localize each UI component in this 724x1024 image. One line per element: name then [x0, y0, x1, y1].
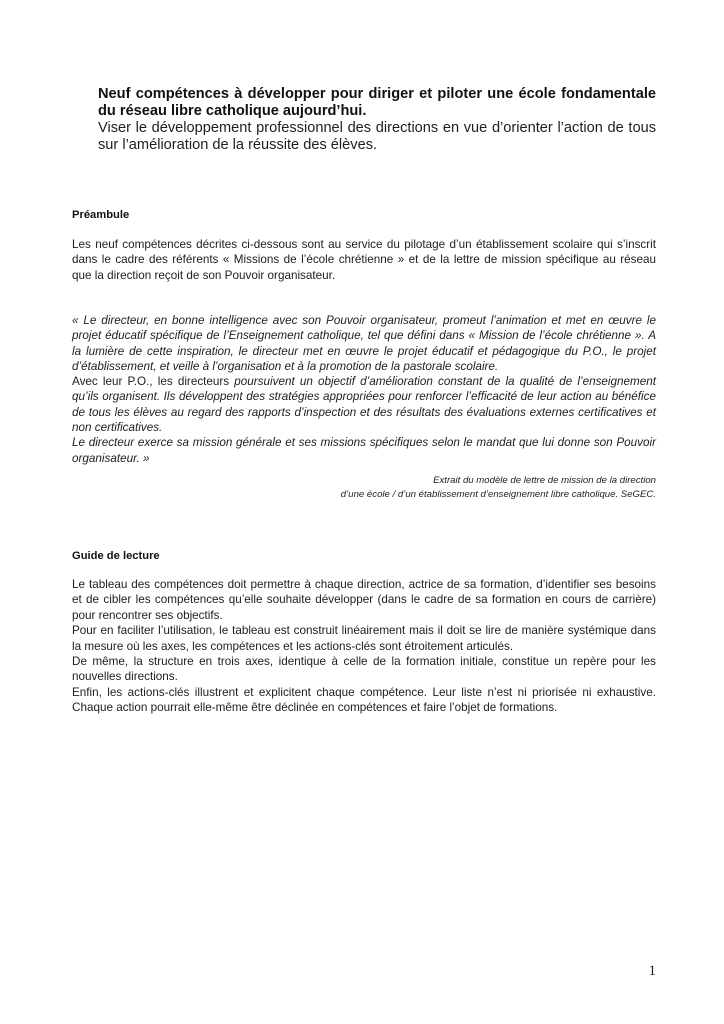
- guide-paragraph-2: Pour en faciliter l’utilisation, le tableau est construit linéairement mais il doit se lire de manière systémique dans la mesure où les axes, les compétences et les actions-clés sont étroitement articulés.: [72, 624, 656, 653]
- quote-paragraph-2: [72, 374, 656, 435]
- quote-source-line-2: d’une école / d’un établissement d’enseignement libre catholique. SeGEC.: [340, 489, 656, 501]
- guide-paragraph-4: Enfin, les actions-clés illustrent et explicitent chaque compétence. Leur liste n’est ni priorisée ni exhaustive. Chaque action pourrait elle-même être déclinée en compétences et faire l’objet de formations.: [72, 685, 656, 715]
- quote-source: [72, 474, 656, 503]
- preambule-paragraph: Les neuf compétences décrites ci-dessous sont au service du pilotage d’un établissement scolaire qui s’inscrit dans le cadre des référents « Missions de l’école chrétienne » et de la lettre de mission spécifique au réseau que la direction reçoit de son Pouvoir organisateur.: [72, 238, 656, 282]
- document-title: Neuf compétences à développer pour diriger et piloter une école fondamentale du réseau libre catholique aujourd’hui.: [98, 86, 656, 119]
- page-number: 1: [648, 963, 656, 979]
- document-header: [98, 86, 656, 154]
- guide-paragraph-3: De même, la structure en trois axes, identique à celle de la formation initiale, constitue un repère pour les nouvelles directions.: [72, 655, 656, 684]
- guide-paragraph-1: Le tableau des compétences doit permettre à chaque direction, actrice de sa formation, d’identifier ses besoins et de cibler les compétences qu’elle souhaite développer (dans le cadre de sa formation en cours de carrière) pour rencontrer ses objectifs.: [72, 578, 656, 622]
- document-page: [72, 0, 656, 1024]
- quote-source-line-1: Extrait du modèle de lettre de mission de la direction: [433, 475, 656, 486]
- mission-quote: [72, 313, 656, 466]
- preambule-heading: Préambule: [72, 209, 130, 221]
- guide-body: [72, 577, 656, 716]
- quote-paragraph-1: « Le directeur, en bonne intelligence avec son Pouvoir organisateur, promeut l’animation et met en œuvre le projet éducatif spécifique de l’Enseignement catholique, tel que défini dans « Mission de l’école chrétienne ». A la lumière de cette inspiration, le directeur met en œuvre le projet éducatif et pédagogique du P.O., le projet d’établissement, et veille à l’organisation et à la promotion de la pastorale scolaire.: [72, 314, 656, 373]
- quote-paragraph-2-rest: poursuivent un objectif d’amélioration constant de la qualité de l’enseignement qu’ils organisent. Ils développent des stratégies appropriées pour renforcer l’efficacité de leur action au bénéfice de tous les élèves au regard des rapports d’inspection et des résultats des évaluations externes certificatives et non certificatives.: [72, 375, 656, 435]
- quote-paragraph-3: Le directeur exerce sa mission générale et ses missions spécifiques selon le mandat que lui donne son Pouvoir organisateur. »: [72, 436, 656, 465]
- guide-heading: Guide de lecture: [72, 550, 160, 562]
- quote-paragraph-2-start: Avec leur P.O., les directeurs: [72, 375, 235, 389]
- document-subtitle: Viser le développement professionnel des directions en vue d’orienter l’action de tous sur l’amélioration de la réussite des élèves.: [98, 120, 656, 153]
